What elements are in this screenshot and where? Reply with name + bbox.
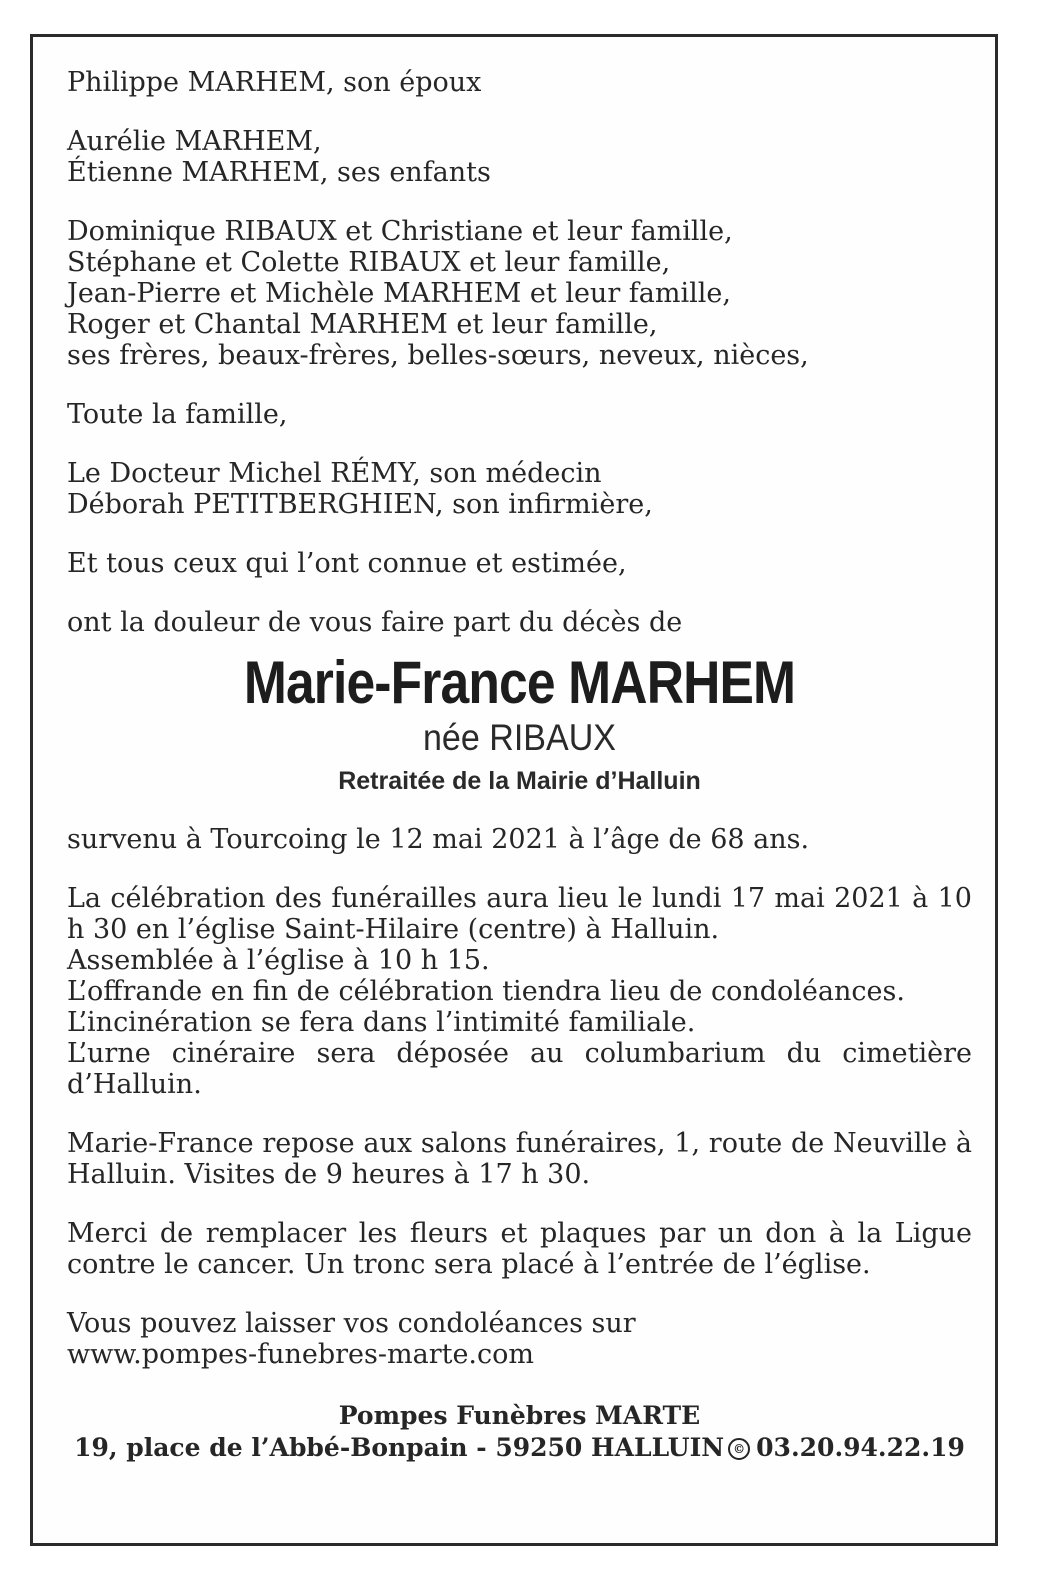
- death-info: survenu à Tourcoing le 12 mai 2021 à l’âge de 68 ans.: [67, 824, 810, 855]
- all-family-line: Toute la famille,: [67, 399, 288, 430]
- ceremony-line-5: L’urne cinéraire sera déposée au columbarium du cimetière d’Halluin.: [67, 1038, 972, 1100]
- funeral-home-footer: [67, 1400, 972, 1464]
- deceased-name: Marie-France MARHEM: [243, 649, 796, 716]
- children-line-1: Aurélie MARHEM,: [67, 126, 322, 157]
- maiden-name: née RIBAUX: [423, 717, 616, 758]
- deceased-role: Retraitée de la Mairie d’Halluin: [338, 767, 701, 795]
- visits-paragraph: Marie-France repose aux salons funéraires, 1, route de Neuville à Halluin. Visites de 9 heures à 17 h 30.: [67, 1128, 972, 1190]
- care-line-1: Le Docteur Michel RÉMY, son médecin: [67, 458, 602, 489]
- spouse-line: Philippe MARHEM, son époux: [67, 67, 482, 98]
- sibling-line-5: ses frères, beaux-frères, belles-sœurs, neveux, nièces,: [67, 340, 809, 371]
- funeral-home-address-line: [67, 1432, 972, 1464]
- funeral-home-address: 19, place de l’Abbé-Bonpain - 59250 HALLUIN: [74, 1433, 725, 1462]
- ceremony-line-1: La célébration des funérailles aura lieu le lundi 17 mai 2021 à 10 h 30 en l’église Saint-Hilaire (centre) à Halluin.: [67, 883, 972, 945]
- announcement-intro: ont la douleur de vous faire part du décès de: [67, 607, 683, 638]
- others-line: Et tous ceux qui l’ont connue et estimée,: [67, 548, 627, 579]
- sibling-line-4: Roger et Chantal MARHEM et leur famille,: [67, 309, 658, 340]
- ceremony-line-4: L’incinération se fera dans l’intimité familiale.: [67, 1007, 696, 1038]
- funeral-home-phone: 03.20.94.22.19: [756, 1433, 965, 1462]
- ceremony-line-2: Assemblée à l’église à 10 h 15.: [67, 945, 490, 976]
- children-line-2: Étienne MARHEM, ses enfants: [67, 157, 491, 188]
- sibling-line-2: Stéphane et Colette RIBAUX et leur famille,: [67, 247, 671, 278]
- ceremony-line-3: L’offrande en fin de célébration tiendra lieu de condoléances.: [67, 976, 905, 1007]
- sibling-line-3: Jean-Pierre et Michèle MARHEM et leur famille,: [67, 278, 731, 309]
- donation-paragraph: Merci de remplacer les fleurs et plaques par un don à la Ligue contre le cancer. Un tronc sera placé à l’entrée de l’église.: [67, 1218, 972, 1280]
- obituary-frame: [30, 34, 998, 1546]
- condolences-website[interactable]: www.pompes-funebres-marte.com: [67, 1339, 534, 1370]
- phone-icon: ©: [728, 1438, 750, 1460]
- sibling-line-1: Dominique RIBAUX et Christiane et leur famille,: [67, 216, 733, 247]
- obituary-content: [67, 67, 972, 1464]
- care-line-2: Déborah PETITBERGHIEN, son infirmière,: [67, 489, 653, 520]
- condolences-text: Vous pouvez laisser vos condoléances sur: [67, 1308, 636, 1339]
- funeral-home-name: Pompes Funèbres MARTE: [338, 1401, 701, 1430]
